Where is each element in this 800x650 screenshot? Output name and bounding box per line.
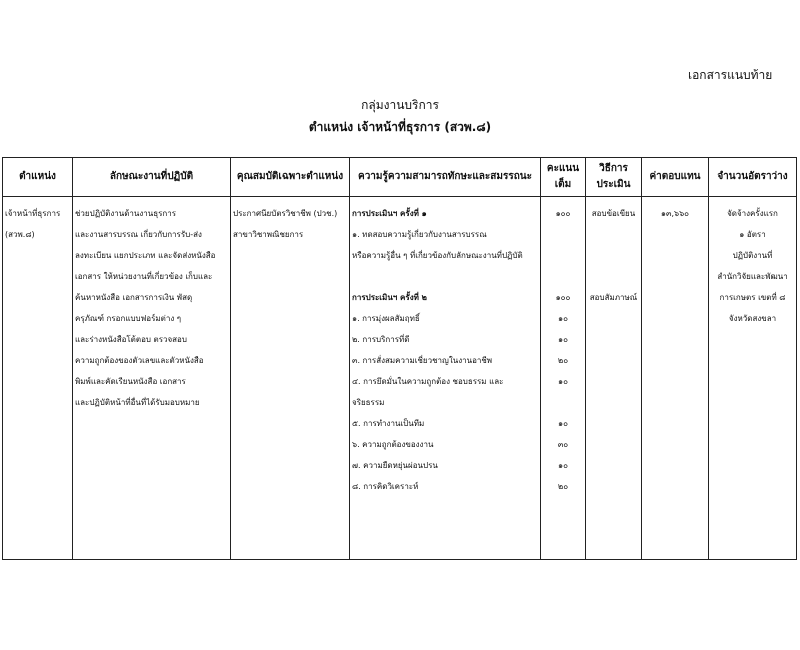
round1-method: สอบข้อเขียน xyxy=(591,209,636,218)
round2-score: ๑๐๐ xyxy=(555,293,571,302)
duty-line: และงานสารบรรณ เกี่ยวกับการรับ-ส่ง xyxy=(75,230,202,239)
group-title: กลุ่มงานบริการ xyxy=(361,98,439,112)
col-qualifications: คุณสมบัติเฉพาะตำแหน่ง xyxy=(231,158,350,197)
method-cell xyxy=(586,197,642,560)
col-score-line2: เต็ม xyxy=(554,179,572,190)
vacancy-cell xyxy=(709,197,797,560)
round2-item: ๘. การคิดวิเคราะห์ xyxy=(352,482,419,491)
col-position: ตำแหน่ง xyxy=(3,158,73,197)
col-score xyxy=(541,158,586,197)
col-method-line2: ประเมิน xyxy=(596,179,631,190)
round2-item: ๑. การมุ่งผลสัมฤทธิ์ xyxy=(352,314,420,323)
col-method xyxy=(586,158,642,197)
appendix-label: เอกสารแนบท้าย xyxy=(688,68,773,82)
duty-line: ครุภัณฑ์ กรอกแบบฟอร์มต่าง ๆ xyxy=(75,314,182,323)
col-duties: ลักษณะงานที่ปฏิบัติ xyxy=(73,158,231,197)
duty-line: ลงทะเบียน แยกประเภท และจัดส่งหนังสือ xyxy=(75,251,216,260)
duty-line: และปฏิบัติหน้าที่อื่นที่ได้รับมอบหมาย xyxy=(75,398,200,407)
round1-score: ๑๐๐ xyxy=(555,209,571,218)
round2-item: ๓. การสั่งสมความเชี่ยวชาญในงานอาชีพ xyxy=(352,356,493,365)
salary-cell xyxy=(642,197,709,560)
col-vacancy: จำนวนอัตราว่าง xyxy=(709,158,797,197)
vacancy-line: จังหวัดสงขลา xyxy=(728,314,777,323)
round2-title: การประเมินฯ ครั้งที่ ๒ xyxy=(352,293,427,302)
vacancy-line: จัดจ้างครั้งแรก xyxy=(727,209,778,218)
col-score-line1: คะแนน xyxy=(546,163,580,174)
item-score: ๒๐ xyxy=(557,482,569,491)
duties-cell xyxy=(73,197,231,560)
header-row xyxy=(3,158,797,197)
position-line: เจ้าหน้าที่ธุรการ xyxy=(5,209,61,218)
round1-item: ๑. ทดสอบความรู้เกี่ยวกับงานสารบรรณ xyxy=(352,230,487,239)
qualification-line: ประกาศนียบัตรวิชาชีพ (ปวช.) xyxy=(233,209,338,218)
item-score: ๑๐ xyxy=(558,335,568,344)
col-method-line1: วิธีการ xyxy=(599,163,628,174)
duty-line: เอกสาร ให้หน่วยงานที่เกี่ยวข้อง เก็บและ xyxy=(75,272,213,281)
round2-method: สอบสัมภาษณ์ xyxy=(589,293,638,302)
item-score: ๑๐ xyxy=(558,314,568,323)
round2-item-cont: จริยธรรม xyxy=(352,398,385,407)
duty-line: พิมพ์และคัดเรียนหนังสือ เอกสาร xyxy=(75,377,186,386)
item-score: ๑๐ xyxy=(558,419,568,428)
competencies-cell xyxy=(350,197,541,560)
duty-line: ความถูกต้องของตัวเลขและตัวหนังสือ xyxy=(75,356,204,365)
round2-item: ๔. การยึดมั่นในความถูกต้อง ชอบธรรม และ xyxy=(352,377,504,386)
col-competencies: ความรู้ความสามารถทักษะและสมรรถนะ xyxy=(350,158,541,197)
qualification-line: สาขาวิชาพณิชยการ xyxy=(233,230,304,239)
duty-line: และร่างหนังสือโต้ตอบ ตรวจสอบ xyxy=(75,335,187,344)
vacancy-line: การเกษตร เขตที่ ๘ xyxy=(719,293,786,302)
score-cell xyxy=(541,197,586,560)
round2-item: ๒. การบริการที่ดี xyxy=(352,335,410,344)
position-cell xyxy=(3,197,73,560)
vacancy-line: ๑ อัตรา xyxy=(739,230,766,239)
col-salary: ค่าตอบแทน xyxy=(642,158,709,197)
round1-title: การประเมินฯ ครั้งที่ ๑ xyxy=(352,209,427,218)
vacancy-line: สำนักวิจัยและพัฒนา xyxy=(717,272,788,281)
table-row xyxy=(3,197,797,560)
item-score: ๒๐ xyxy=(557,356,569,365)
round2-item: ๖. ความถูกต้องของงาน xyxy=(352,440,434,449)
item-score: ๑๐ xyxy=(558,377,568,386)
vacancy-line: ปฏิบัติงานที่ xyxy=(732,251,773,260)
duty-line: ช่วยปฏิบัติงานด้านงานธุรการ xyxy=(75,209,177,218)
item-score: ๑๐ xyxy=(558,461,568,470)
position-title: ตำแหน่ง เจ้าหน้าที่ธุรการ (สวพ.๘) xyxy=(308,120,492,134)
salary-value: ๑๓,๖๖๐ xyxy=(660,209,690,218)
item-score: ๓๐ xyxy=(557,440,569,449)
position-line: (สวพ.๘) xyxy=(5,230,35,239)
round2-item: ๗. ความยืดหยุ่นผ่อนปรน xyxy=(352,461,438,470)
qualifications-cell xyxy=(231,197,350,560)
duty-line: ค้นหาหนังสือ เอกสารการเงิน พัสดุ xyxy=(75,293,193,302)
job-table xyxy=(2,157,797,560)
round1-item: หรือความรู้อื่น ๆ ที่เกี่ยวข้องกับลักษณะงานที่ปฏิบัติ xyxy=(352,251,523,260)
round2-item: ๕. การทำงานเป็นทีม xyxy=(352,419,425,428)
